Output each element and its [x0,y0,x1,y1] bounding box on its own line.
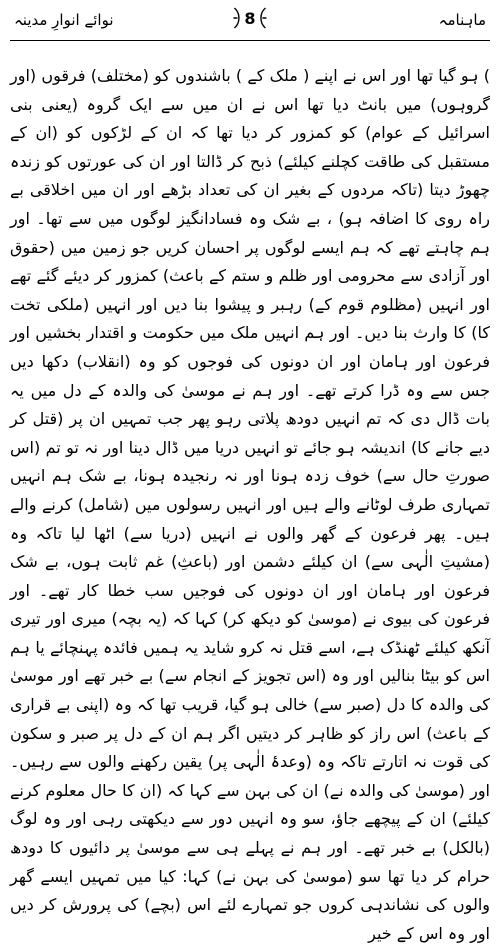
left-bracket-ornament-icon [258,7,268,29]
page-number: 8 [244,8,256,28]
page-header [0,0,500,40]
page-number-ornament [232,7,267,29]
right-bracket-ornament-icon [232,7,242,29]
article-paragraph: ) ہو گیا تھا اور اس نے اپنے ( ملک کے ) باشندوں کو (مختلف) فرقوں (اور گروہوں) میں بانٹ دیا تھا اس نے ان میں سے ایک گروہ (یعنی بنی اسرائیل کے عوام) کو کمزور کر دیا تھا کہ ان کے لڑکوں کو (ان کے مستقبل کی طاقت کچلنے کیلئے) ذبح کر ڈالتا اور ان کی عورتوں کو زندہ چھوڑ دیتا (تاکہ مردوں کے بغیر ان کی تعداد بڑھے اور ان میں اخلاقی بے راہ روی کا اضافہ ہو) ، بے شک وہ فسادانگیز لوگوں میں سے تھا۔ اور ہم چاہتے تھے کہ ہم ایسے لوگوں پر احسان کریں جو زمین میں (حقوق اور آزادی سے محرومی اور ظلم و ستم کے باعث) کمزور کر دیئے گئے تھے اور انہیں (مظلوم قوم کے) رہبر و پیشوا بنا دیں اور انہیں (ملکی تخت کا) کا وارث بنا دیں۔ اور ہم انہیں ملک میں حکومت و اقتدار بخشیں اور فرعون اور ہامان اور ان دونوں کی فوجوں کو وہ (انقلاب) دکھا دیں جس سے وہ ڈرا کرتے تھے۔ اور ہم نے موسیٰ کی والدہ کے دل میں یہ بات ڈال دی کہ تم انہیں دودھ پلاتی رہو پھر جب تمہیں ان پر (قتل کر دیے جانے کا) اندیشہ ہو جائے تو انہیں دریا میں ڈال دینا اور نہ تو تم (اس صورتِ حال سے) خوف زدہ ہونا اور نہ رنجیدہ ہونا، بے شک ہم انہیں تمہاری طرف لوٹانے والے ہیں اور انہیں رسولوں میں (شامل) کرنے والے ہیں۔ پھر فرعون کے گھر والوں نے انہیں (دریا سے) اٹھا لیا تاکہ وہ (مشیتِ الٰہی سے) ان کیلئے دشمن اور (باعثِ) غم ثابت ہوں، بے شک فرعون اور ہامان اور ان دونوں کی فوجیں سب خطا کار تھے۔ اور فرعون کی بیوی نے (موسیٰ کو دیکھ کر) کہا کہ (یہ بچہ) میری اور تیری آنکھ کیلئے ٹھنڈک ہے، اسے قتل نہ کرو شاید یہ ہمیں فائدہ پہنچائے یا ہم اس کو بیٹا بنالیں اور وہ (اس تجویز کے انجام سے) بے خبر تھے اور موسیٰ کی والدہ کا دل (صبر سے) خالی ہو گیا، قریب تھا کہ وہ (اپنی بے قراری کے باعث) اس راز کو ظاہر کر دیتیں اگر ہم ان کے دل پر صبر و سکون کی قوت نہ اتارتے تاکہ وہ (وعدۂ الٰہی پر) یقین رکھنے والوں سے رہیں۔ اور (موسیٰ کی والدہ نے) ان کی بہن سے کہا کہ (ان کا حال معلوم کرنے کیلئے) ان کے پیچھے جاؤ، سو وہ انہیں دور سے دیکھتی رہی اور وہ لوگ (بالکل) بے خبر تھے۔ اور ہم نے پہلے ہی سے موسیٰ پر دائیوں کا دودھ حرام کر دیا تھا سو (موسیٰ کی بہن نے) کہا: کیا میں تمہیں ایسے گھر والوں کی نشاندہی کروں جو تمہارے لئے اس (بچے) کی پرورش کر دیں اور وہ اس کے خیر [10,66,491,943]
magazine-name: ماہنامہ [438,11,486,29]
publication-name: نوائے انوارِ مدینہ [14,11,114,29]
header-divider [10,40,490,41]
article-body [10,62,491,943]
